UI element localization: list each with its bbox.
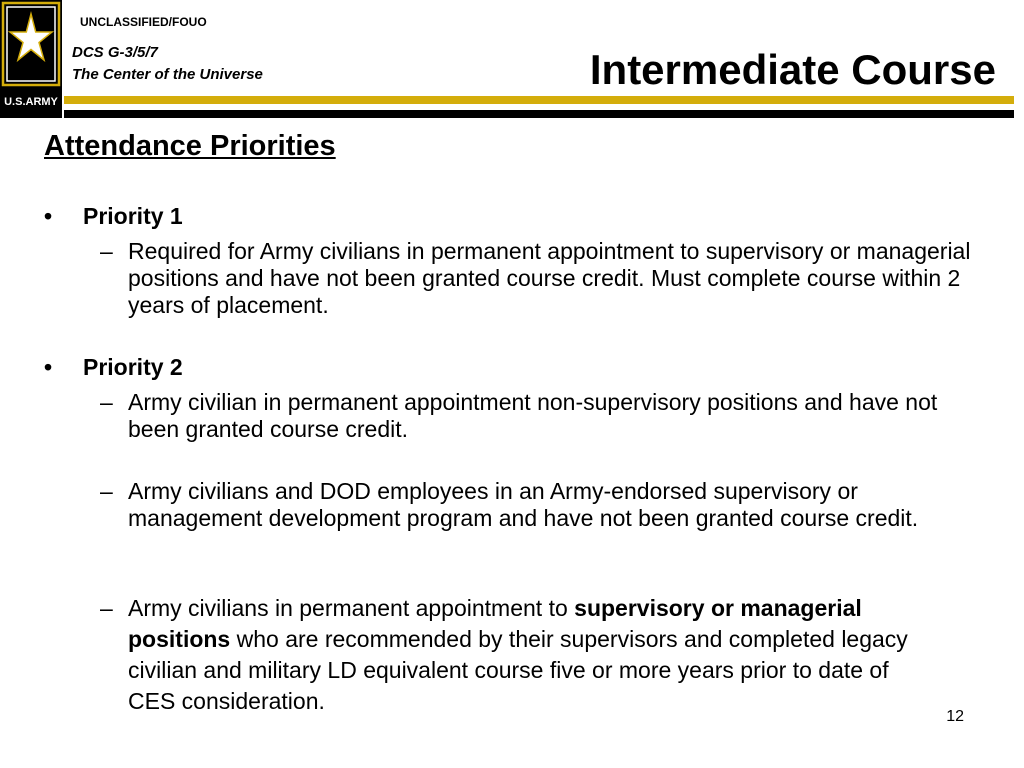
item-text (128, 593, 940, 717)
item-text-start: Army civilians in permanent appointment to (128, 595, 575, 621)
priority-2-heading (44, 354, 183, 381)
item-text-end: who are recommended by their supervisors and completed legacy civilian and military LD equivalent course five or more years prior to date of CES consideration. (128, 626, 908, 714)
item-text: Army civilian in permanent appointment non-supervisory positions and have not been granted course credit. (128, 389, 938, 442)
item-text-emphasis: supervisory or managerial positions (128, 595, 862, 652)
org-tagline: The Center of the Universe (72, 66, 263, 83)
army-logo (0, 0, 62, 118)
org-name: DCS G-3/5/7 (72, 44, 158, 61)
org-block (72, 42, 263, 86)
item-text: Army civilians and DOD employees in an Army-endorsed supervisory or management development program and have not been granted course credit. (128, 478, 919, 531)
priority-2-item-2 (100, 478, 980, 532)
dash-icon: – (100, 238, 113, 264)
item-text: Required for Army civilians in permanent appointment to supervisory or managerial positions and have not been granted course credit. Must complete course within 2 years of placement. (128, 238, 971, 318)
dash-icon: – (100, 595, 113, 621)
priority-2-item-1 (100, 389, 980, 443)
dash-icon: – (100, 478, 113, 504)
gold-divider (64, 96, 1014, 104)
priority-1-item-1 (100, 238, 980, 319)
dash-icon: – (100, 389, 113, 415)
page-number: 12 (946, 708, 964, 725)
section-heading: Attendance Priorities (44, 130, 336, 162)
logo-text: U.S.ARMY (4, 96, 58, 108)
priority-1-heading (44, 203, 183, 230)
bullet-icon: • (44, 203, 53, 229)
priority-label: Priority 2 (83, 354, 183, 380)
priority-2-item-3 (100, 593, 940, 717)
slide-title: Intermediate Course (589, 46, 996, 93)
bullet-icon: • (44, 354, 53, 380)
black-divider (64, 110, 1014, 118)
priority-label: Priority 1 (83, 203, 183, 229)
classification-label: UNCLASSIFIED/FOUO (80, 15, 207, 29)
